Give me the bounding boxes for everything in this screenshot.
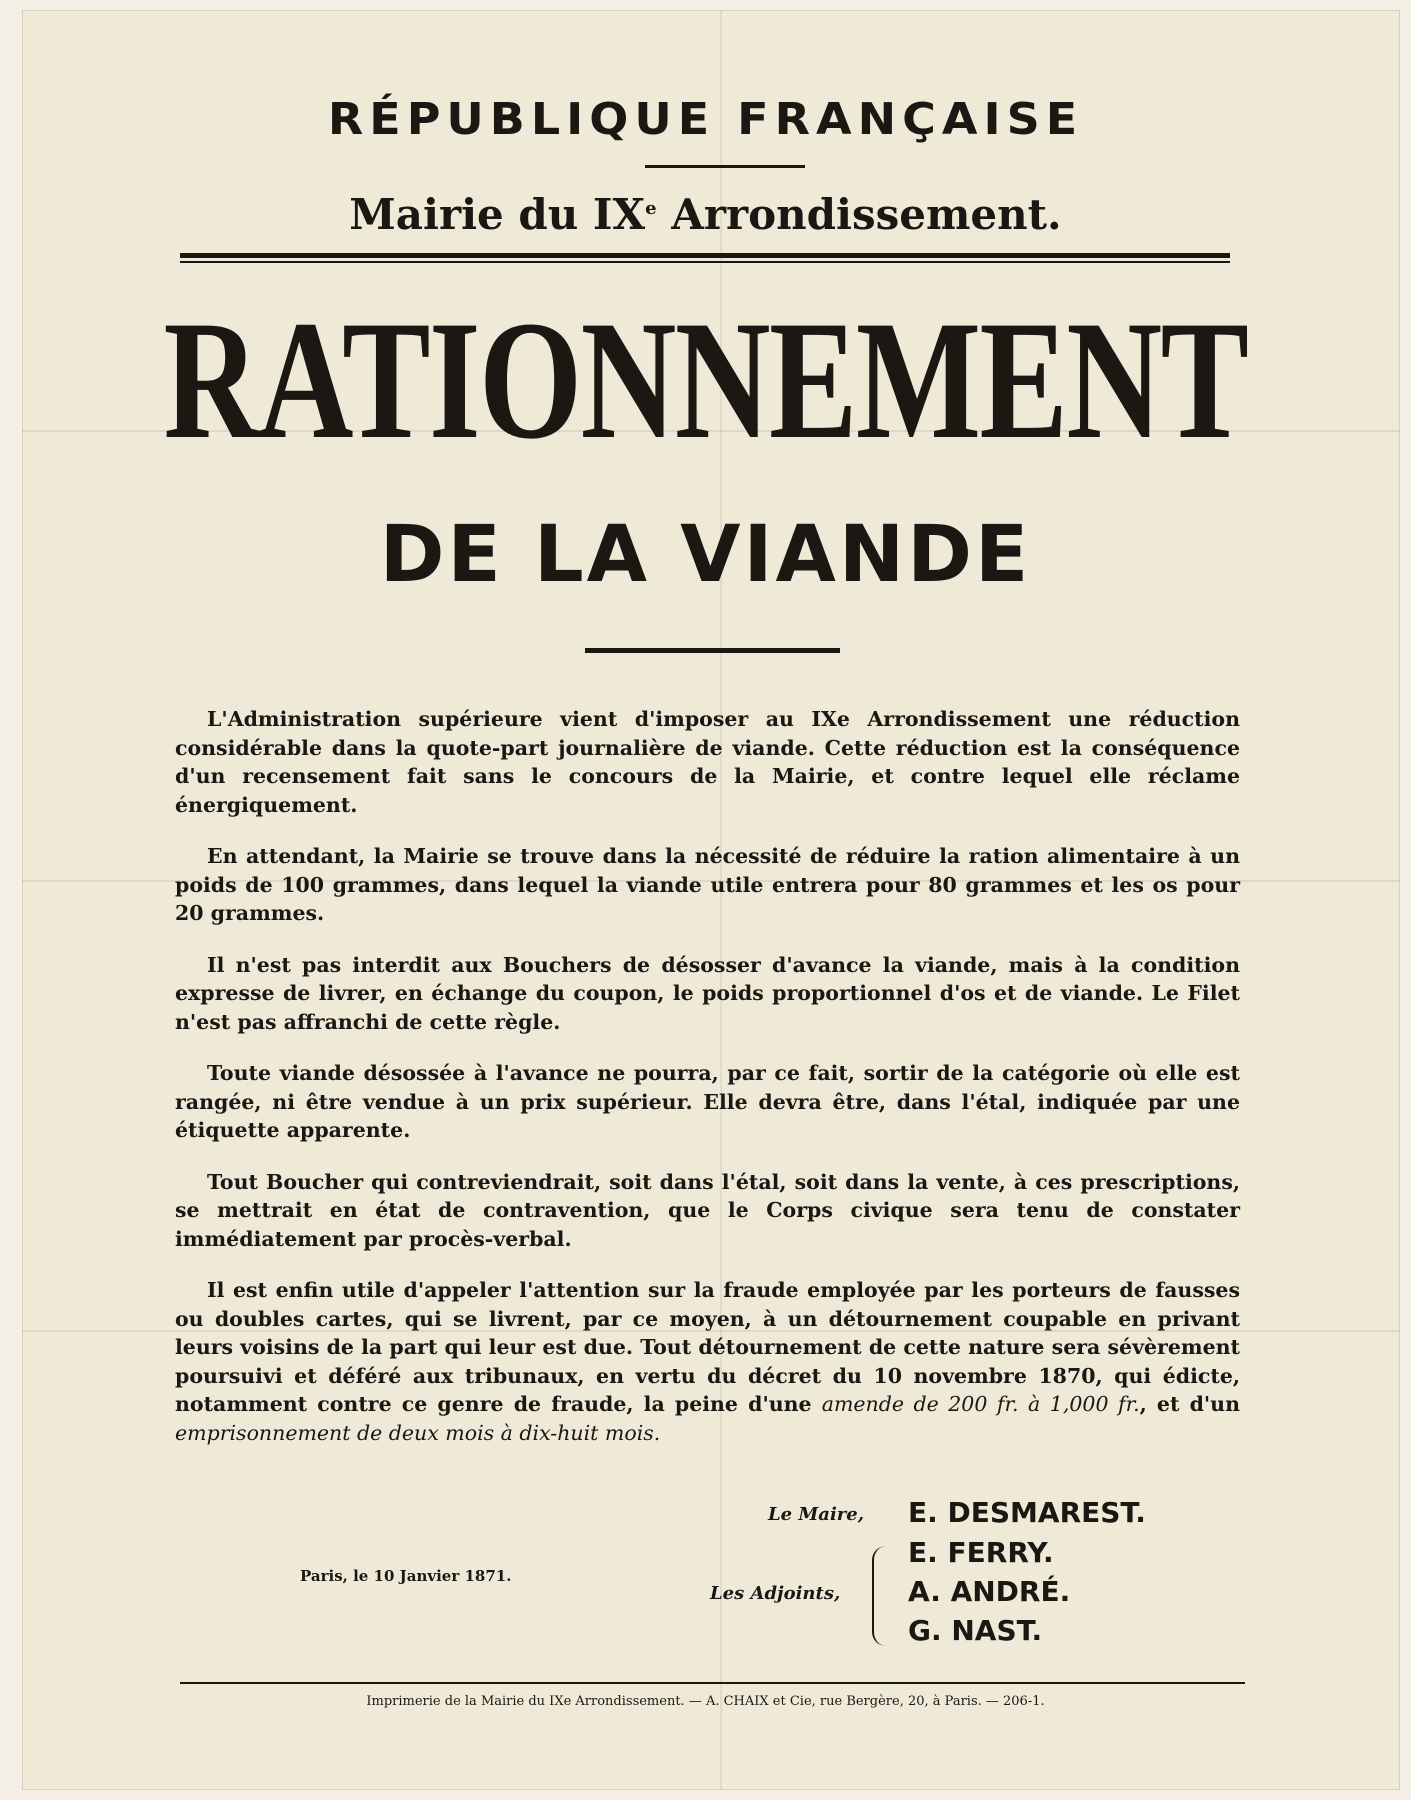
maire-label: Le Maire, [768,1504,865,1525]
date-line: Paris, le 10 Janvier 1871. [300,1567,512,1585]
paragraph: En attendant, la Mairie se trouve dans la nécessité de réduire la ration alimentaire à un poids de 100 grammes, dans lequel la viande utile entrera pour 80 grammes et les os pour 20 grammes. [175,844,1240,925]
paragraph: Il n'est pas interdit aux Bouchers de désosser d'avance la viande, mais à la condition expresse de livrer, en échange du coupon, le poids proportionnel d'os et de viande. Le Filet n'est pas affranchi de cette règle. [175,952,1240,1034]
divider [180,261,1230,263]
paragraph: Il est enfin utile d'appeler l'attention sur la fraude employée par les porteurs de fausses ou doubles cartes, qui se livrent, par ce moyen, à un détournement coupable en privant leurs voisins de la part qui leur est due. Tout détournement de cette nature sera sévèrement poursuivi et déféré aux tribunaux, en vertu du décret du 10 novembre 1870, qui édicte, notamment contre ce genre de fraude, la peine d'une amende de 200 fr. à 1,000 fr., et d'un emprisonnement de deux mois à dix-huit mois. [175,1278,1240,1445]
main-title: RATIONNEMENT [163,286,1248,474]
divider [180,1682,1245,1684]
divider [585,648,840,653]
republic-heading: RÉPUBLIQUE FRANÇAISE [327,93,1084,145]
printer-footer: Imprimerie de la Mairie du IXe Arrondissement. — A. CHAIX et Cie, rue Bergère, 20, à Paris. — 206-1. [366,1694,1045,1709]
divider [645,165,805,168]
notice-body [175,705,1240,1470]
adjoint-name: G. NAST. [908,1614,1043,1647]
paragraph: L'Administration supérieure vient d'imposer au IXe Arrondissement une réduction considérable dans la quote-part journalière de viande. Cette réduction est la conséquence d'un recensement fait sans le concours de la Mairie, et contre lequel elle réclame énergiquement. [175,707,1240,817]
paragraph: Toute viande désossée à l'avance ne pourra, par ce fait, sortir de la catégorie où elle est rangée, ni être vendue à un prix supérieur. Elle devra être, dans l'étal, indiquée par une étiquette apparente. [175,1061,1240,1142]
adjoint-name: A. ANDRÉ. [908,1575,1071,1608]
mairie-heading: Mairie du IXe Arrondissement. [349,190,1062,239]
maire-name: E. DESMAREST. [908,1496,1146,1529]
brace [872,1546,886,1646]
adjoints-label: Les Adjoints, [710,1583,841,1604]
paragraph: Tout Boucher qui contreviendrait, soit dans l'étal, soit dans la vente, à ces prescriptions, se mettrait en état de contravention, que le Corps civique sera tenu de constater immédiatement par procès-verbal. [175,1169,1240,1251]
sub-title: DE LA VIANDE [379,510,1032,600]
divider [180,253,1230,258]
adjoint-name: E. FERRY. [908,1536,1054,1569]
